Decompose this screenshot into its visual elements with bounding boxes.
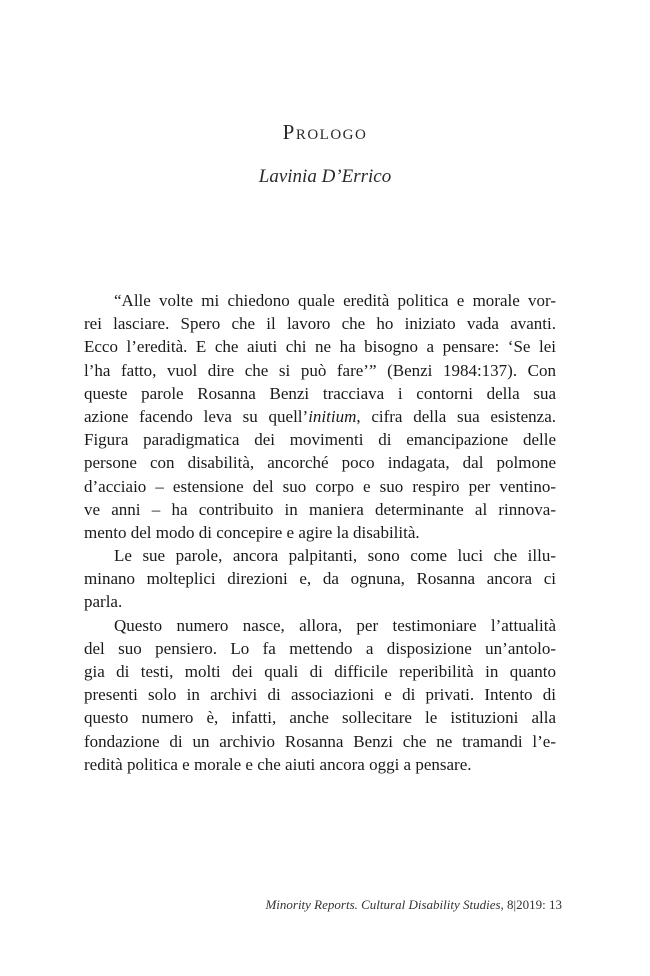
- text-line: Le sue parole, ancora palpitanti, sono come luci che illu-: [114, 546, 556, 566]
- text-line: parla.: [84, 592, 123, 612]
- text-line: gia di testi, molti dei quali di difficile reperibilità in quanto: [84, 662, 556, 681]
- text-line: Figura paradigmatica dei movimenti di emancipazione delle: [84, 430, 556, 450]
- text-line: [84, 405, 556, 428]
- text-line: “Alle volte mi chiedono quale eredità politica e morale vor-: [114, 291, 556, 310]
- text-line: persone con disabilità, ancorché poco indagata, dal polmone: [84, 453, 556, 473]
- text-line: d’acciaio – estensione del suo corpo e suo respiro per ventino-: [84, 476, 556, 496]
- text-run: azione facendo leva su quell’: [84, 406, 309, 426]
- text-line: questo numero è, infatti, anche sollecitare le istituzioni alla: [84, 708, 556, 728]
- text-line: rei lasciare. Spero che il lavoro che ho iniziato vada avanti.: [84, 314, 556, 334]
- text-line: ve anni – ha contribuito in maniera determinante al rinnova-: [84, 499, 556, 519]
- body-text: [84, 289, 556, 776]
- text-line: redità politica e morale e che aiuti ancora oggi a pensare.: [84, 754, 472, 774]
- page-footer: [265, 897, 562, 913]
- text-line: queste parole Rosanna Benzi tracciava i contorni della sua: [84, 383, 556, 403]
- journal-name: Minority Reports. Cultural Disability Studies: [265, 897, 501, 912]
- author-name: Lavinia D’Errico: [258, 166, 392, 187]
- text-line: mento del modo di concepire e agire la disabilità.: [84, 522, 420, 542]
- text-line: Ecco l’eredità. E che aiuti chi ne ha bisogno a pensare: ‘Se lei: [84, 337, 556, 357]
- text-line: Questo numero nasce, allora, per testimoniare l’attualità: [114, 615, 556, 635]
- text-line: presenti solo in archivi di associazioni e di privati. Intento di: [84, 685, 556, 705]
- issue-page: , 8|2019: 13: [500, 897, 562, 912]
- text-line: minano molteplici direzioni e, da ognuna, Rosanna ancora ci: [84, 569, 556, 589]
- text-line: del suo pensiero. Lo fa mettendo a disposizione un’antolo-: [84, 638, 556, 658]
- italic-term: initium: [308, 406, 357, 426]
- text-line: l’ha fatto, vuol dire che si può fare’” (Benzi 1984:137). Con: [84, 360, 556, 380]
- page-title: Prologo: [282, 120, 368, 144]
- text-line: fondazione di un archivio Rosanna Benzi che ne tramandi l’e-: [84, 731, 556, 751]
- text-run: , cifra della sua esistenza.: [356, 406, 556, 426]
